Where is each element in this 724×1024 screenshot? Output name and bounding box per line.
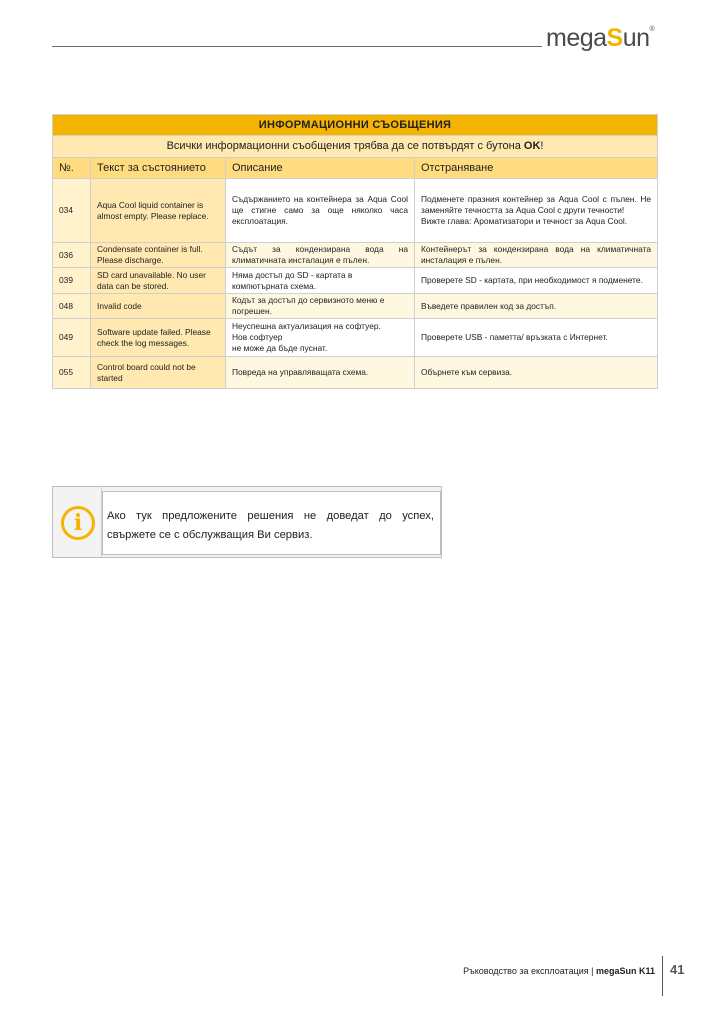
column-header-status-text: Текст за състоянието [91, 158, 226, 179]
note-text: Ако тук предложените решения не доведат до успех, свържете се с обслужващия Ви сервиз. [107, 510, 434, 541]
info-icon: i [61, 506, 95, 540]
message-code: 055 [53, 357, 91, 389]
message-remedy: Въведете правилен код за достъп. [415, 294, 658, 319]
table-subtitle: Всички информационни съобщения трябва да се потвърдят с бутона OK! [53, 136, 658, 158]
message-remedy: Обърнете към сервиза. [415, 357, 658, 389]
message-status: Condensate container is full. Please discharge. [91, 243, 226, 268]
message-remedy: Проверете SD - картата, при необходимост я подменете. [415, 268, 658, 294]
message-description: Кодът за достъп до сервизното меню е погрешен. [226, 294, 415, 319]
table-row [53, 268, 658, 294]
column-header-description: Описание [226, 158, 415, 179]
message-status: Control board could not be started [91, 357, 226, 389]
message-description: Съдът за кондензирана вода на климатичната инсталация е пълен. [226, 243, 415, 268]
message-status: Software update failed. Please check the log messages. [91, 319, 226, 357]
info-note-box [52, 486, 442, 558]
info-messages-table [52, 114, 658, 389]
page-number: 41 [670, 962, 685, 977]
message-description: Няма достъп до SD - картата в компютърната схема. [226, 268, 415, 294]
message-status: SD card unavailable. No user data can be stored. [91, 268, 226, 294]
message-description: Неуспешна актуализация на софтуер. Нов софтуер не може да бъде пуснат. [226, 319, 415, 357]
table-row [53, 243, 658, 268]
table-row [53, 357, 658, 389]
message-code: 036 [53, 243, 91, 268]
megasun-logo: megaSun® [546, 24, 655, 52]
table-row [53, 294, 658, 319]
header-rule [52, 46, 542, 47]
table-row [53, 319, 658, 357]
message-code: 048 [53, 294, 91, 319]
message-code: 049 [53, 319, 91, 357]
message-code: 039 [53, 268, 91, 294]
message-remedy: Подменете празния контейнер за Aqua Cool с пълен. Не заменяйте течността за Aqua Cool с други течности! Вижте глава: Ароматизатори и течност за Aqua Cool. [415, 179, 658, 243]
column-header-number: №. [53, 158, 91, 179]
column-header-remedy: Отстраняване [415, 158, 658, 179]
message-status: Invalid code [91, 294, 226, 319]
footer-manual-title: Ръководство за експлоатация | megaSun K11 [463, 966, 655, 976]
table-row [53, 179, 658, 243]
message-description: Повреда на управляващата схема. [226, 357, 415, 389]
message-remedy: Проверете USB - паметта/ връзката с Интернет. [415, 319, 658, 357]
table-title: ИНФОРМАЦИОННИ СЪОБЩЕНИЯ [53, 115, 658, 136]
message-code: 034 [53, 179, 91, 243]
message-status: Aqua Cool liquid container is almost empty. Please replace. [91, 179, 226, 243]
note-text-panel [102, 491, 441, 555]
footer-rule [662, 956, 663, 996]
message-remedy: Контейнерът за кондензирана вода на климатичната инсталация е пълен. [415, 243, 658, 268]
message-description: Съдържанието на контейнера за Aqua Cool ще стигне само за още няколко часа експлоатация. [226, 179, 415, 243]
